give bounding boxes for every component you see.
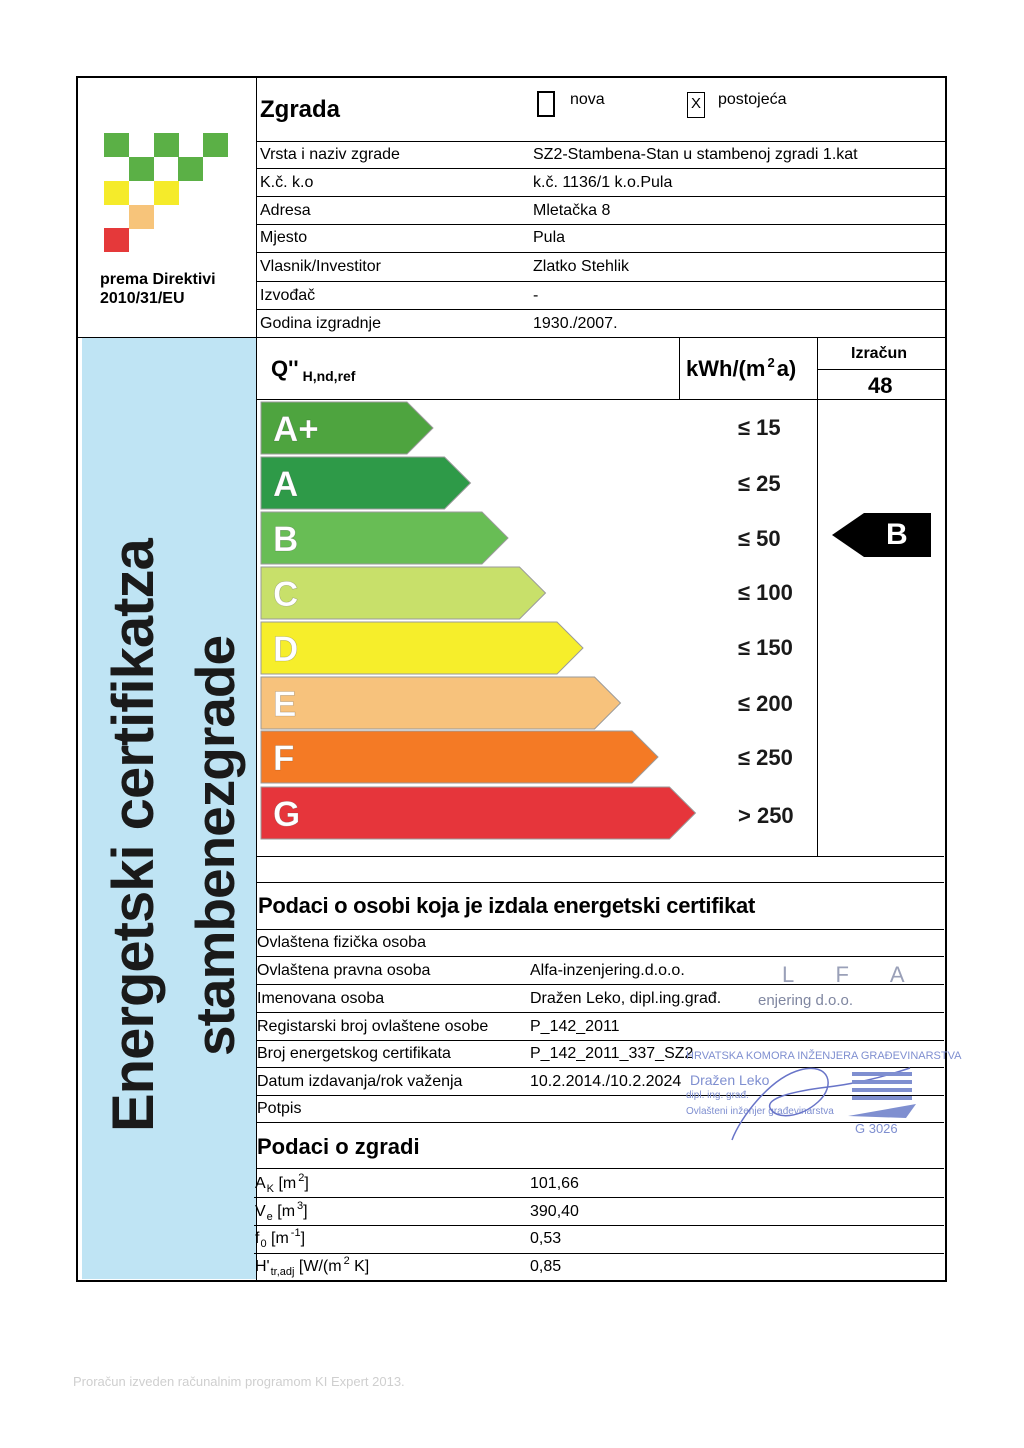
sidebar-title-line1: Energetski certifikatza (101, 539, 166, 1132)
unit-prefix: kWh/(m (686, 356, 766, 381)
building-data-heading: Podaci o zgradi (257, 1134, 420, 1159)
class-limit: ≤ 250 (738, 745, 793, 770)
unit-text: [m (272, 1203, 296, 1220)
result-arrow-shape (832, 513, 931, 557)
energy-class-label: B (273, 520, 299, 559)
unit-text: [W/(m (294, 1258, 342, 1275)
row-divider (256, 1012, 944, 1013)
footer-note: Proračun izveden računalnim programom KI Expert 2013. (73, 1374, 405, 1389)
symbol-subscript: e (266, 1211, 273, 1223)
energy-class-arrow (261, 787, 696, 839)
info-value: SZ2-Stambena-Stan u stambenoj zgradi 1.kat (533, 146, 858, 163)
unit-superscript: 2 (343, 1255, 350, 1267)
energy-class-label: F (273, 739, 295, 778)
building-data-label (255, 1227, 306, 1250)
info-value: Pula (533, 229, 566, 246)
chamber-stamp-auth: Ovlašteni inženjer građevinarstva (686, 1106, 834, 1117)
logo-caption-line1: prema Direktivi (100, 271, 216, 288)
unit-text: [m (266, 1230, 289, 1247)
chamber-stamp-number: G 3026 (855, 1121, 898, 1136)
unit-superscript: 3 (297, 1200, 304, 1212)
row-divider (256, 929, 944, 930)
class-limit: ≤ 25 (738, 471, 781, 496)
company-stamp-line2: enjering d.o.o. (758, 992, 854, 1009)
chamber-stamp-line: HRVATSKA KOMORA INŽENJERA GRAĐEVINARSTVA (686, 1050, 962, 1062)
unit-close: ] (303, 1203, 308, 1220)
issuer-value: P_142_2011_337_SZ2 (530, 1045, 694, 1062)
class-limit: ≤ 15 (738, 415, 781, 440)
existing-building-checkbox[interactable]: X (687, 92, 705, 118)
info-value: 1930./2007. (533, 315, 618, 332)
issuer-label: Potpis (257, 1100, 302, 1117)
class-limit: > 250 (738, 803, 794, 828)
class-limit: ≤ 200 (738, 691, 793, 716)
issuer-label: Ovlaštena pravna osoba (257, 962, 431, 979)
info-value: Zlatko Stehlik (533, 258, 630, 275)
building-data-value: 0,85 (530, 1258, 562, 1275)
info-label: Adresa (260, 202, 311, 219)
building-data-value: 101,66 (530, 1175, 579, 1192)
new-building-label: nova (570, 91, 605, 108)
energy-class-arrow (261, 622, 583, 674)
unit-close: ] (300, 1230, 306, 1247)
info-value: k.č. 1136/1 k.o.Pula (533, 174, 673, 191)
info-label: Godina izgradnje (260, 315, 381, 332)
energy-class-arrow (261, 567, 546, 619)
building-data-label (255, 1200, 308, 1223)
signature-and-stamp-graphic (680, 1038, 940, 1148)
issuer-label: Broj energetskog certifikata (257, 1045, 451, 1062)
class-limit: ≤ 150 (738, 635, 793, 660)
existing-building-label: postojeća (718, 91, 787, 108)
energy-class-label: G (273, 795, 301, 834)
energy-class-label: E (273, 685, 297, 724)
unit-superscript: -1 (290, 1227, 301, 1239)
logo-caption-line2: 2010/31/EU (100, 290, 185, 307)
signature-stroke (732, 1068, 910, 1140)
row-divider (254, 1253, 944, 1254)
energy-class-label: C (273, 575, 299, 614)
issuer-heading: Podaci o osobi koja je izdala energetski certifikat (258, 893, 755, 918)
info-value: - (533, 287, 539, 304)
row-divider (254, 1225, 944, 1226)
info-label: Mjesto (260, 229, 308, 246)
building-data-value: 0,53 (530, 1230, 562, 1247)
chamber-emblem-icon (848, 1072, 916, 1118)
unit-close: K] (349, 1258, 370, 1275)
building-data-label (255, 1255, 370, 1278)
building-data-value: 390,40 (530, 1203, 579, 1220)
symbol-subscript: K (266, 1183, 275, 1195)
issuer-label: Ovlaštena fizička osoba (257, 934, 426, 951)
zgrada-heading: Zgrada (260, 96, 341, 123)
energy-class-label: D (273, 630, 299, 669)
unit-power: 2 (767, 355, 775, 370)
q-symbol: Q'' (271, 356, 299, 381)
info-label: Vrsta i naziv zgrade (260, 146, 400, 163)
symbol-subscript: tr,adj (270, 1266, 295, 1278)
chamber-stamp-title: dipl. ing. građ. (686, 1090, 749, 1101)
building-data-label (255, 1172, 309, 1195)
issuer-value: Dražen Leko, dipl.ing.građ. (530, 990, 722, 1007)
row-divider (256, 956, 944, 957)
symbol-subscript: 0 (260, 1238, 267, 1250)
info-label: K.č. k.o (260, 174, 314, 191)
unit-superscript: 2 (298, 1172, 305, 1184)
energy-class-label: A (273, 465, 299, 504)
izracun-value: 48 (868, 373, 893, 398)
class-limit: ≤ 50 (738, 526, 781, 551)
result-indicator (832, 513, 932, 557)
info-label: Vlasnik/Investitor (260, 258, 381, 275)
result-class-label: B (886, 518, 908, 551)
company-stamp-line1: L F A (782, 962, 923, 987)
energy-class-arrow (261, 731, 658, 783)
row-divider (254, 1197, 944, 1198)
symbol: V (255, 1203, 266, 1220)
issuer-label: Registarski broj ovlaštene osobe (257, 1018, 489, 1035)
symbol: H' (255, 1258, 270, 1275)
class-limit: ≤ 100 (738, 580, 793, 605)
symbol: A (255, 1175, 266, 1192)
energy-class-label: A+ (273, 410, 319, 449)
q-subscript: H,nd,ref (302, 368, 356, 384)
row-divider (256, 1168, 944, 1169)
unit-suffix: a) (776, 356, 797, 381)
chamber-stamp-name: Dražen Leko (690, 1072, 770, 1088)
info-value: Mletačka 8 (533, 202, 611, 219)
issuer-value: P_142_2011 (530, 1018, 620, 1035)
issuer-value: 10.2.2014./10.2.2024 (530, 1073, 682, 1090)
sidebar-title-line2: stambenezgrade (184, 635, 246, 1056)
unit-text: [m (274, 1175, 297, 1192)
izracun-label: Izračun (851, 345, 908, 362)
symbol: f (255, 1230, 260, 1247)
info-label: Izvođač (260, 287, 316, 304)
issuer-label: Imenovana osoba (257, 990, 385, 1007)
issuer-label: Datum izdavanja/rok važenja (257, 1073, 463, 1090)
issuer-value: Alfa-inzenjering.d.o.o. (530, 962, 685, 979)
energy-class-arrow (261, 677, 621, 729)
unit-close: ] (304, 1175, 309, 1192)
